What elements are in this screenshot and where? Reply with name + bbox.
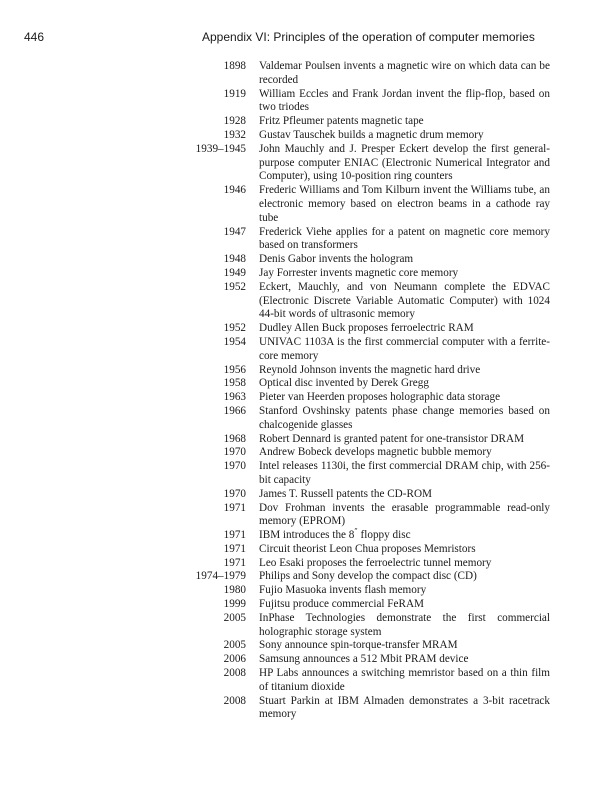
page-number: 446 bbox=[24, 30, 45, 44]
entry-year: 1966 bbox=[223, 404, 246, 417]
entry-year: 1946 bbox=[223, 184, 246, 197]
timeline-entry bbox=[0, 598, 615, 612]
entry-description: Optical disc invented by Derek Gregg bbox=[259, 377, 429, 390]
entry-description: Robert Dennard is granted patent for one-transistor DRAM bbox=[259, 432, 525, 445]
timeline-entry bbox=[0, 526, 615, 543]
entry-description: Valdemar Poulsen invents a magnetic wire on which data can be recorded bbox=[259, 60, 550, 86]
timeline-entry bbox=[0, 502, 615, 530]
timeline-entry bbox=[0, 639, 615, 653]
entry-year: 1952 bbox=[223, 280, 246, 293]
entry-year: 1971 bbox=[223, 529, 246, 542]
entry-description: Sony announce spin-torque-transfer MRAM bbox=[259, 639, 458, 652]
entry-description: HP Labs announces a switching memristor based on a thin film of titanium dioxide bbox=[259, 667, 550, 693]
timeline-entry bbox=[0, 336, 615, 364]
entry-year: 1956 bbox=[223, 363, 246, 376]
timeline-entry bbox=[0, 60, 615, 88]
entry-year: 1963 bbox=[223, 391, 246, 404]
timeline-entry bbox=[0, 612, 615, 640]
entry-description: John Mauchly and J. Presper Eckert develop the first general-purpose computer ENIAC (Electronic Numerical Integrator and Computer), using 10-position ring counters bbox=[259, 142, 550, 183]
entry-description: Pieter van Heerden proposes holographic data storage bbox=[259, 391, 501, 404]
entry-year: 1980 bbox=[223, 584, 246, 597]
inch-mark: ″ bbox=[354, 526, 358, 536]
entry-year: 1898 bbox=[223, 60, 246, 72]
entry-description bbox=[259, 526, 550, 543]
entry-year: 1970 bbox=[223, 487, 246, 500]
entry-year: 2008 bbox=[223, 667, 246, 680]
entry-description: UNIVAC 1103A is the first commercial computer with a ferrite-core memory bbox=[259, 335, 550, 362]
entry-year: 1947 bbox=[223, 225, 246, 238]
timeline-entry bbox=[0, 695, 615, 723]
entry-year: 2005 bbox=[223, 611, 246, 624]
entry-description: James T. Russell patents the CD-ROM bbox=[259, 487, 432, 500]
timeline-entry bbox=[0, 115, 615, 129]
timeline-entry bbox=[0, 281, 615, 322]
entry-description: William Eccles and Frank Jordan invent the flip-flop, based on two triodes bbox=[259, 87, 550, 114]
entry-year: 2006 bbox=[223, 653, 246, 666]
entry-description: Intel releases 1130i, the first commercial DRAM chip, with 256-bit capacity bbox=[259, 460, 550, 486]
entry-description: Stuart Parkin at IBM Almaden demonstrates a 3-bit racetrack memory bbox=[259, 694, 550, 721]
timeline-entry bbox=[0, 488, 615, 502]
entry-year: 1954 bbox=[223, 335, 246, 348]
timeline-entry bbox=[0, 377, 615, 391]
timeline-entry bbox=[0, 557, 615, 571]
entry-description: Reynold Johnson invents the magnetic hard drive bbox=[259, 363, 481, 376]
entry-description: Andrew Bobeck develops magnetic bubble memory bbox=[259, 446, 492, 459]
entry-year: 1928 bbox=[223, 115, 246, 128]
entry-description: Leo Esaki proposes the ferroelectric tunnel memory bbox=[259, 556, 492, 569]
timeline-entry bbox=[0, 129, 615, 143]
entry-description: Frederick Viehe applies for a patent on magnetic core memory based on transformers bbox=[259, 225, 550, 252]
timeline-entry bbox=[0, 405, 615, 433]
timeline-entry bbox=[0, 433, 615, 447]
entry-year: 1948 bbox=[223, 253, 246, 266]
entry-description: Stanford Ovshinsky patents phase change memories based on chalcogenide glasses bbox=[259, 404, 550, 431]
entry-text-before: IBM introduces the 8 bbox=[259, 529, 355, 542]
entry-year: 1958 bbox=[223, 377, 246, 390]
entry-description: Jay Forrester invents magnetic core memory bbox=[259, 266, 459, 279]
timeline-entry bbox=[0, 570, 615, 584]
entry-year: 1949 bbox=[223, 266, 246, 279]
entry-description: Fujio Masuoka invents flash memory bbox=[259, 584, 427, 597]
entry-description: Denis Gabor invents the hologram bbox=[259, 253, 414, 266]
entry-year: 1971 bbox=[223, 556, 246, 569]
entry-year: 1970 bbox=[223, 460, 246, 473]
entry-description: Circuit theorist Leon Chua proposes Memristors bbox=[259, 542, 476, 555]
timeline-entry bbox=[0, 391, 615, 405]
entry-description: Dov Frohman invents the erasable programmable read-only memory (EPROM) bbox=[259, 501, 550, 528]
timeline-entry bbox=[0, 653, 615, 667]
timeline-entry bbox=[0, 253, 615, 267]
entry-description: Philips and Sony develop the compact disc (CD) bbox=[259, 570, 477, 583]
memory-timeline bbox=[0, 60, 615, 722]
entry-year: 1932 bbox=[223, 128, 246, 141]
entry-description: Fujitsu produce commercial FeRAM bbox=[259, 598, 424, 611]
timeline-entry bbox=[0, 226, 615, 254]
running-head: Appendix VI: Principles of the operation of computer memories bbox=[202, 30, 535, 44]
entry-description: Dudley Allen Buck proposes ferroelectric RAM bbox=[259, 322, 474, 335]
timeline-entry bbox=[0, 88, 615, 116]
timeline-entry bbox=[0, 667, 615, 695]
entry-year: 1974–1979 bbox=[195, 570, 246, 583]
timeline-entry bbox=[0, 322, 615, 336]
timeline-entry bbox=[0, 446, 615, 460]
entry-year: 1919 bbox=[223, 87, 246, 100]
entry-year: 1952 bbox=[223, 322, 246, 335]
entry-year: 1970 bbox=[223, 446, 246, 459]
timeline-entry bbox=[0, 143, 615, 184]
entry-description: Frederic Williams and Tom Kilburn invent the Williams tube, an electronic memory based on electron beams in a cathode ray tube bbox=[259, 184, 550, 224]
entry-year: 1971 bbox=[223, 542, 246, 555]
entry-description: InPhase Technologies demonstrate the first commercial holographic storage system bbox=[259, 611, 550, 638]
entry-description: Eckert, Mauchly, and von Neumann complete the EDVAC (Electronic Discrete Variable Automatic Computer) with 1024 44-bit words of ultrasonic memory bbox=[259, 280, 550, 321]
entry-year: 1999 bbox=[223, 598, 246, 611]
timeline-entry bbox=[0, 267, 615, 281]
timeline-entry bbox=[0, 460, 615, 488]
entry-description: Gustav Tauschek builds a magnetic drum memory bbox=[259, 128, 484, 141]
entry-year: 2008 bbox=[223, 694, 246, 707]
timeline-entry bbox=[0, 543, 615, 557]
entry-year: 1939–1945 bbox=[195, 142, 246, 155]
timeline-entry bbox=[0, 364, 615, 378]
entry-description: Samsung announces a 512 Mbit PRAM device bbox=[259, 653, 469, 666]
entry-year: 2005 bbox=[223, 639, 246, 652]
entry-description: Fritz Pfleumer patents magnetic tape bbox=[259, 115, 424, 128]
timeline-entry bbox=[0, 184, 615, 225]
entry-text-after: floppy disc bbox=[357, 529, 411, 542]
entry-year: 1971 bbox=[223, 501, 246, 514]
entry-year: 1968 bbox=[223, 432, 246, 445]
timeline-entry bbox=[0, 584, 615, 598]
